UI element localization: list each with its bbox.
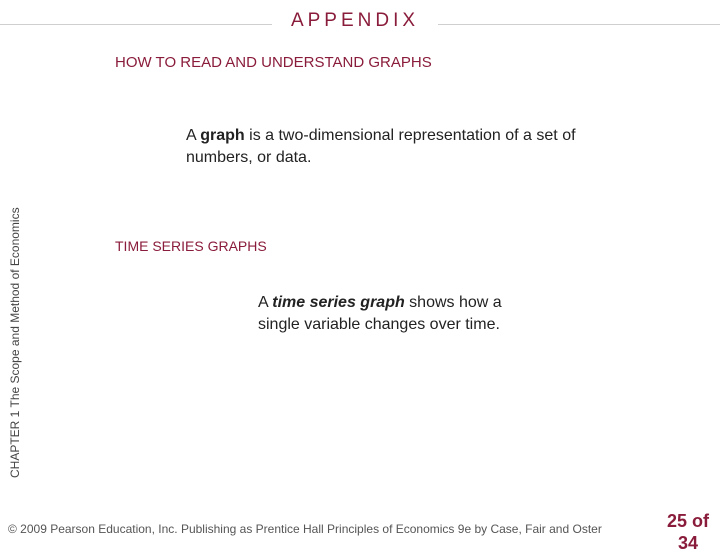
subsection-title: TIME SERIES GRAPHS [115,238,267,254]
page-total: 34 [677,533,699,553]
header-rule-left [0,24,272,25]
section-title: HOW TO READ AND UNDERSTAND GRAPHS [115,54,432,71]
time-series-definition [258,292,538,336]
graph-term: graph [200,127,245,144]
time-series-definition-lead: A [258,294,273,311]
chapter-number: CHAPTER 1 [8,410,22,478]
footer-book-credit: Principles of Economics 9e by Case, Fair and Oster [327,522,602,536]
graph-definition-rest: is a two-dimensional representation of a set of numbers, or data. [186,127,576,166]
chapter-sidebar [8,158,22,478]
time-series-term: time series graph [272,294,405,311]
chapter-title: The Scope and Method of Economics [8,207,22,408]
footer-copyright: © 2009 Pearson Education, Inc. Publishing as Prentice Hall [8,522,324,536]
page-number [660,510,716,554]
graph-definition-lead: A [186,127,201,144]
header-rule-right [438,24,720,25]
page-current: 25 of [666,511,709,531]
footer [8,522,602,536]
appendix-title: APPENDIX [290,10,420,31]
graph-definition [186,125,596,169]
time-series-definition-rest: shows how a single variable changes over time. [258,294,502,333]
